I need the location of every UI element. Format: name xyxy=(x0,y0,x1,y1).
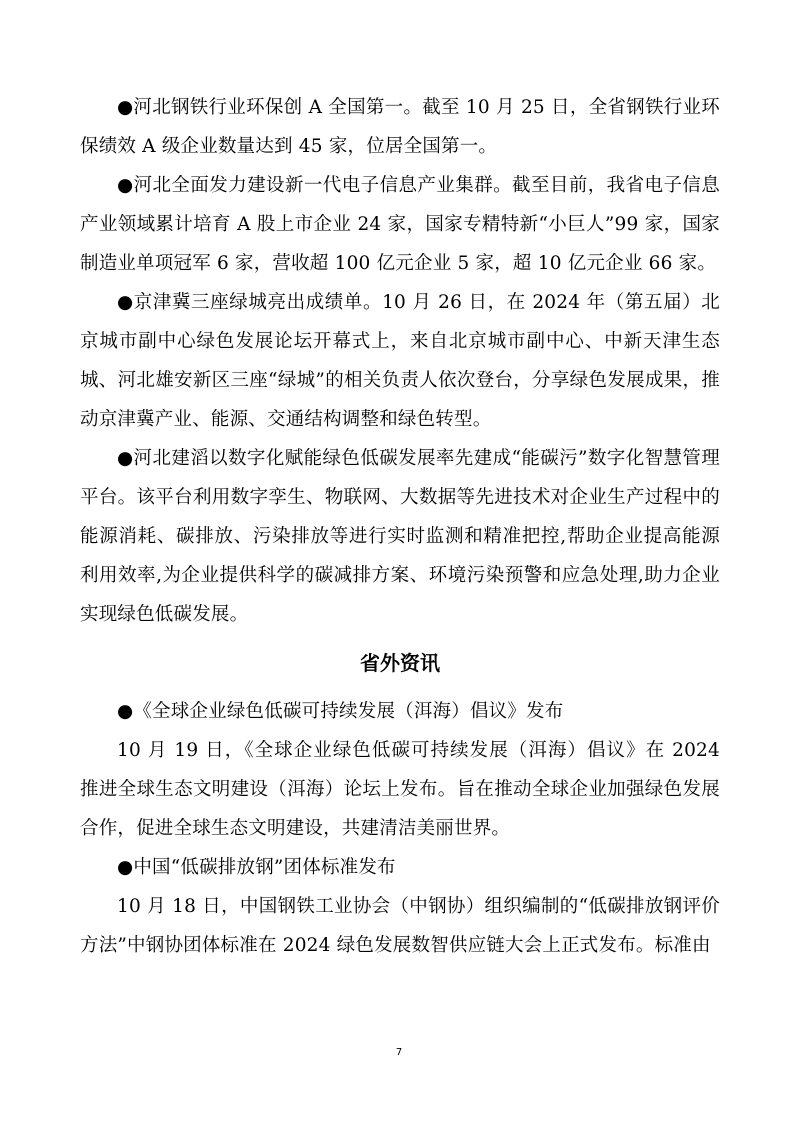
paragraph-hebei-electronics: ●河北全面发力建设新一代电子信息产业集群。截至目前，我省电子信息产业领域累计培育 A 股上市企业 24 家，国家专精特新“小巨人”99 家，国家制造业单项冠军 6 家，营收超 100 亿元企业 5 家，超 10 亿元企业 66 家。 xyxy=(80,175,720,274)
document-page xyxy=(80,88,720,965)
paragraph-low-carbon-steel-heading: ●中国“低碳排放钢”团体标准发布 xyxy=(117,857,396,878)
page-number: 7 xyxy=(395,1047,403,1058)
paragraph-hebei-steel: ●河北钢铁行业环保创 A 全国第一。截至 10 月 25 日，全省钢铁行业环保绩效 A 级企业数量达到 45 家，位居全国第一。 xyxy=(80,97,720,157)
section-title: 省外资讯 xyxy=(360,651,440,675)
paragraph-erhai-initiative-heading: ●《全球企业绿色低碳可持续发展（洱海）倡议》发布 xyxy=(117,701,564,722)
paragraph-erhai-initiative-body: 10 月 19 日，《全球企业绿色低碳可持续发展（洱海）倡议》在 2024 推进全球生态文明建设（洱海）论坛上发布。旨在推动全球企业加强绿色发展合作，促进全球生态文明建设，共建清洁美丽世界。 xyxy=(80,740,720,839)
paragraph-hebei-jiantao: ●河北建滔以数字化赋能绿色低碳发展率先建成“能碳污”数字化智慧管理平台。该平台利用数字孪生、物联网、大数据等先进技术对企业生产过程中的能源消耗、碳排放、污染排放等进行实时监测和精准把控,帮助企业提高能源利用效率,为企业提供科学的碳减排方案、环境污染预警和应急处理,助力企业实现绿色低碳发展。 xyxy=(80,448,720,625)
paragraph-low-carbon-steel-body: 10 月 18 日，中国钢铁工业协会（中钢协）组织编制的“低碳排放钢评价方法”中钢协团体标准在 2024 绿色发展数智供应链大会上正式发布。标准由 xyxy=(80,896,720,956)
paragraph-jingjinji-green-cities: ●京津冀三座绿城亮出成绩单。10 月 26 日，在 2024 年（第五届）北京城市副中心绿色发展论坛开幕式上，来自北京城市副中心、中新天津生态城、河北雄安新区三座“绿城”的相关负责人依次登台，分享绿色发展成果，推动京津冀产业、能源、交通结构调整和绿色转型。 xyxy=(80,292,720,430)
